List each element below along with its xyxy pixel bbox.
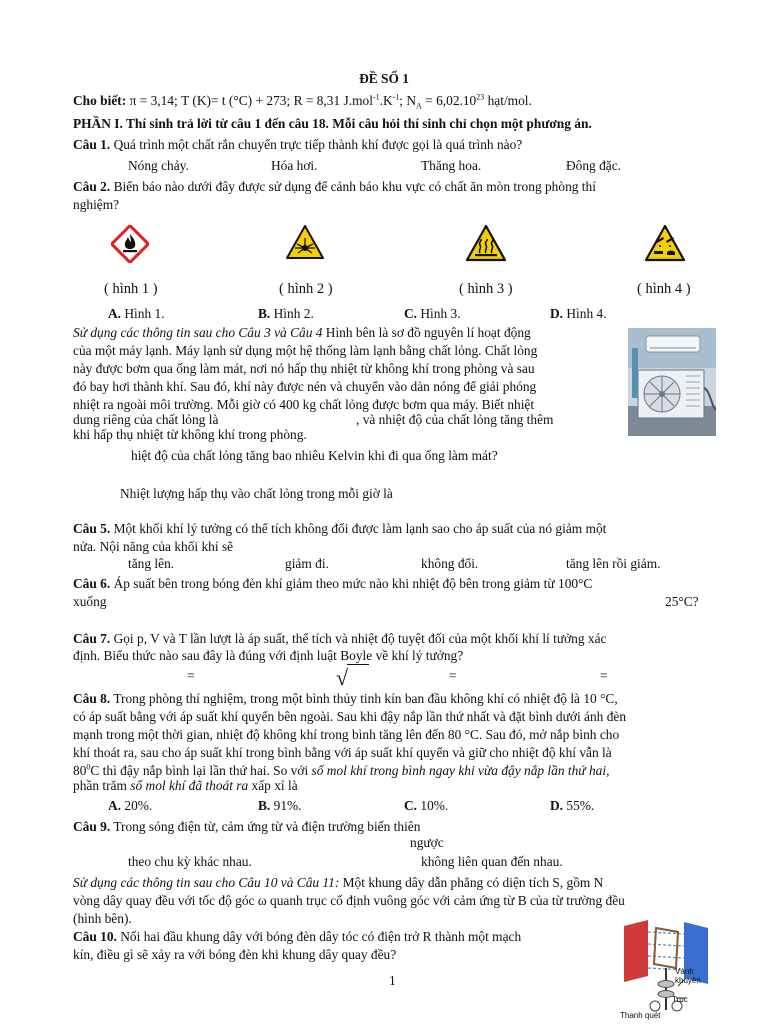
q2-option-d xyxy=(550,305,607,322)
q7-eq-d: = xyxy=(600,668,608,683)
q8-line6 xyxy=(73,777,298,794)
shared34-line7: khi hấp thụ nhiệt từ không khí trong phòng. xyxy=(73,427,307,442)
q1-option-a: Nóng chảy. xyxy=(128,158,189,173)
q8-l5b: C thì đậy nắp bình lại lần thứ hai. So với xyxy=(90,763,312,778)
q10-line2: kín, điều gì sẽ xảy ra với bóng đèn khi khung dây quay đều? xyxy=(73,947,397,962)
q2-option-a-text: Hình 1. xyxy=(121,306,165,321)
q2-stem-2: nghiệm? xyxy=(73,197,120,212)
figure-label-axis: Trục xyxy=(672,995,688,1004)
q10-label: Câu 10. xyxy=(73,929,117,944)
q6-stem-2b: 25°C? xyxy=(665,594,699,609)
q2-caption-2: ( hình 2 ) xyxy=(279,281,333,297)
q8-letter-c: C. xyxy=(404,798,418,813)
q8-line3: mạnh trong một thời gian, nhiệt độ không khí trong bình tăng lên đến 80 °C. Sau đó, mở nắp bình cho xyxy=(73,727,620,742)
q8-l1: Trong phòng thí nghiệm, trong một bình thủy tinh kín ban đầu không khí có nhiệt độ là 10 °C, xyxy=(110,691,618,706)
q1-label: Câu 1. xyxy=(73,137,111,152)
q10-l1: Nối hai đầu khung dây với bóng đèn dây tóc có điện trở R thành một mạch xyxy=(116,929,522,944)
q8-l6a: phần trăm xyxy=(73,778,131,793)
q8-option-a xyxy=(108,797,152,814)
q6-label: Câu 6. xyxy=(73,576,111,591)
q2-caption-1: ( hình 1 ) xyxy=(104,281,158,297)
q8-line1 xyxy=(73,690,618,707)
q2-option-a xyxy=(108,305,165,322)
q2-option-b-text: Hình 2. xyxy=(270,306,314,321)
q8-option-d xyxy=(550,797,594,814)
q2-option-b xyxy=(258,305,314,322)
q8-option-c-text: 10%. xyxy=(417,798,449,813)
given-na-val: = 6,02.10 xyxy=(421,93,477,108)
shared34-line6b: , và nhiệt độ của chất lỏng tăng thêm xyxy=(356,412,554,427)
flammable-sign-icon xyxy=(111,225,149,263)
given-r-exp2: -1 xyxy=(392,92,400,102)
q8-letter-b: B. xyxy=(258,798,271,813)
q2-label: Câu 2. xyxy=(73,179,111,194)
given-r-exp: -1 xyxy=(372,92,380,102)
shared1011-intro: Sử dụng các thông tin sau cho Câu 10 và Câu 11: xyxy=(73,875,340,890)
shared1011-line2: vòng dây quay đều với tốc độ góc ω quanh trục cố định vuông góc với cảm ứng từ B của từ trường đều xyxy=(73,893,625,908)
q5-text: Một khối khí lý tưởng có thể tích không đổi được làm lạnh sao cho áp suất của nó giảm một xyxy=(110,521,607,536)
q2-option-c-text: Hình 3. xyxy=(417,306,461,321)
part1-heading: PHẦN I. Thí sinh trả lời từ câu 1 đến câu 18. Mỗi câu hỏi thí sinh chỉ chọn một phương án. xyxy=(73,116,592,131)
shared34-line1 xyxy=(73,324,531,341)
q9-word: ngược xyxy=(410,835,444,850)
q8-letter-a: A. xyxy=(108,798,122,813)
given-label: Cho biết: xyxy=(73,93,127,108)
q9-option-1: theo chu kỳ khác nhau. xyxy=(128,854,252,869)
figure-label-ring-1: Vành xyxy=(675,967,694,976)
given-na-unit: hạt/mol. xyxy=(484,93,532,108)
q9-label: Câu 9. xyxy=(73,819,111,834)
q7-text: Gọi p, V và T lần lượt là áp suất, thể tích và nhiệt độ tuyệt đối của một khối khí lí tưởng xác xyxy=(110,631,607,646)
q1-option-d: Đông đặc. xyxy=(566,158,622,173)
page-title: ĐỀ SỐ 1 xyxy=(359,71,409,86)
q1-text: Quá trình một chất rắn chuyển trực tiếp thành khí được gọi là quá trình nào? xyxy=(110,137,523,152)
q8-l5c: , xyxy=(606,763,610,778)
q8-option-b xyxy=(258,797,302,814)
q8-line2: có áp suất bằng với áp suất khí quyển bên ngoài. Sau khi đậy nắp lần thứ nhất và đặt bình dưới ánh đèn xyxy=(73,709,627,724)
q2-caption-4: ( hình 4 ) xyxy=(637,281,691,297)
q7-eq-c: = xyxy=(449,668,457,683)
q2-letter-c: C. xyxy=(404,306,418,321)
figure-label-ring-2: khuyên xyxy=(675,975,701,985)
q8-option-c xyxy=(404,797,448,814)
shared34-line2: của một máy lạnh. Máy lạnh sử dụng một hệ thống làm lạnh bằng chất lỏng. Chất lỏng xyxy=(73,343,538,358)
figure-label-ring xyxy=(675,968,701,986)
q2-option-c xyxy=(404,305,461,322)
given-pi: π = 3,14; xyxy=(129,93,178,108)
q2-letter-d: D. xyxy=(550,306,564,321)
q8-letter-d: D. xyxy=(550,798,564,813)
q9-stem xyxy=(73,818,420,835)
q5-option-c: không đổi. xyxy=(421,556,479,571)
air-conditioner-image xyxy=(628,328,716,436)
given-line xyxy=(73,92,532,109)
shared34-line6a: dung riêng của chất lỏng là xyxy=(73,412,219,427)
hot-surface-sign-icon xyxy=(465,224,507,262)
q8-l6i: số mol khí đã thoát ra xyxy=(130,778,249,793)
page-number: 1 xyxy=(389,973,396,988)
q6-stem xyxy=(73,575,592,592)
q2-letter-b: B. xyxy=(258,306,271,321)
q7-stem xyxy=(73,630,607,647)
q5-stem xyxy=(73,520,606,537)
shared34-l1: Hình bên là sơ đồ nguyên lí hoạt động xyxy=(322,325,531,340)
q8-label: Câu 8. xyxy=(73,691,111,706)
q4-text: Nhiệt lượng hấp thụ vào chất lỏng trong mỗi giờ là xyxy=(120,486,393,501)
q5-option-a: tăng lên. xyxy=(128,556,175,571)
q9-text: Trong sóng điện từ, cảm ứng từ và điện trường biến thiên xyxy=(110,819,421,834)
shared34-line3: này được bơm qua ống làm mát, nơi nó hấp thụ nhiệt từ không khí trong phòng và sau xyxy=(73,361,535,376)
shared1011-l1: Một khung dây dẫn phẳng có diện tích S, gồm N xyxy=(339,875,604,890)
q8-option-d-text: 55%. xyxy=(563,798,595,813)
q6-stem-2a: xuống xyxy=(73,594,107,609)
q5-option-d: tăng lên rồi giảm. xyxy=(566,556,661,571)
q2-text: Biển báo nào dưới đây được sử dụng để cảnh báo khu vực có chất ăn mòn trong phòng thí xyxy=(110,179,596,194)
q3-text: hiệt độ của chất lỏng tăng bao nhiêu Kelvin khi đi qua ống làm mát? xyxy=(131,448,498,463)
q2-caption-3: ( hình 3 ) xyxy=(459,281,513,297)
given-temp: T (K)= t (°C) + 273; xyxy=(181,93,291,108)
q1-stem xyxy=(73,136,522,153)
q10-line1 xyxy=(73,928,521,945)
q7-eq-a: = xyxy=(187,668,195,683)
shared1011-line1 xyxy=(73,874,603,891)
q8-option-a-text: 20%. xyxy=(121,798,153,813)
q8-l5a: 80 xyxy=(73,763,87,778)
q8-l5i: số mol khí trong bình ngay khi vừa đậy nắp lần thứ hai xyxy=(311,763,607,778)
q5-stem-2: nửa. Nội năng của khối khí sẽ xyxy=(73,539,234,554)
q8-l6b: xấp xỉ là xyxy=(248,778,298,793)
q2-letter-a: A. xyxy=(108,306,122,321)
laser-warning-sign-icon xyxy=(285,224,325,260)
given-na-sub: A xyxy=(416,101,422,111)
q5-option-b: giảm đi. xyxy=(285,556,329,571)
q2-stem xyxy=(73,178,596,195)
given-r-unit: .K xyxy=(379,93,393,108)
q2-option-d-text: Hình 4. xyxy=(563,306,607,321)
q7-stem-2: định. Biểu thức nào sau đây là đúng với định luật Boyle về khí lý tưởng? xyxy=(73,648,464,663)
q7-sqrt-bar xyxy=(347,664,369,665)
q9-option-2: không liên quan đến nhau. xyxy=(421,854,563,869)
q7-label: Câu 7. xyxy=(73,631,111,646)
q1-option-b: Hóa hơi. xyxy=(271,158,318,173)
given-na: ; N xyxy=(399,93,417,108)
q5-label: Câu 5. xyxy=(73,521,111,536)
q6-text: Áp suất bên trong bóng đèn khí giảm theo mức nào khi nhiệt độ bên trong giảm từ 100°C xyxy=(110,576,593,591)
q1-option-c: Thăng hoa. xyxy=(421,158,482,173)
q8-l5sup: 0 xyxy=(86,762,91,772)
shared1011-line3: (hình bên). xyxy=(73,911,132,926)
figure-label-brush: Thanh quét xyxy=(620,1011,661,1020)
q8-line4: khí thoát ra, sau cho áp suất khí trong bình bằng với áp suất khí quyển và giữ cho nhiệt độ khí vẫn là xyxy=(73,745,612,760)
q8-option-b-text: 91%. xyxy=(270,798,302,813)
corrosive-sign-icon xyxy=(644,224,686,262)
shared34-line5: nhiệt ra ngoài môi trường. Mỗi giờ có 400 kg chất lỏng được bơm qua máy. Biết nhiệt xyxy=(73,397,535,412)
shared34-line4: đó bay hơi thành khí. Sau đó, khí này được nén và chuyển vào dàn nóng để giải phóng xyxy=(73,379,537,394)
q7-sqrt: √ xyxy=(336,665,349,690)
given-na-exp: 23 xyxy=(476,92,485,102)
given-r: R = 8,31 J.mol xyxy=(293,93,373,108)
shared34-intro: Sử dụng các thông tin sau cho Câu 3 và Câu 4 xyxy=(73,325,323,340)
